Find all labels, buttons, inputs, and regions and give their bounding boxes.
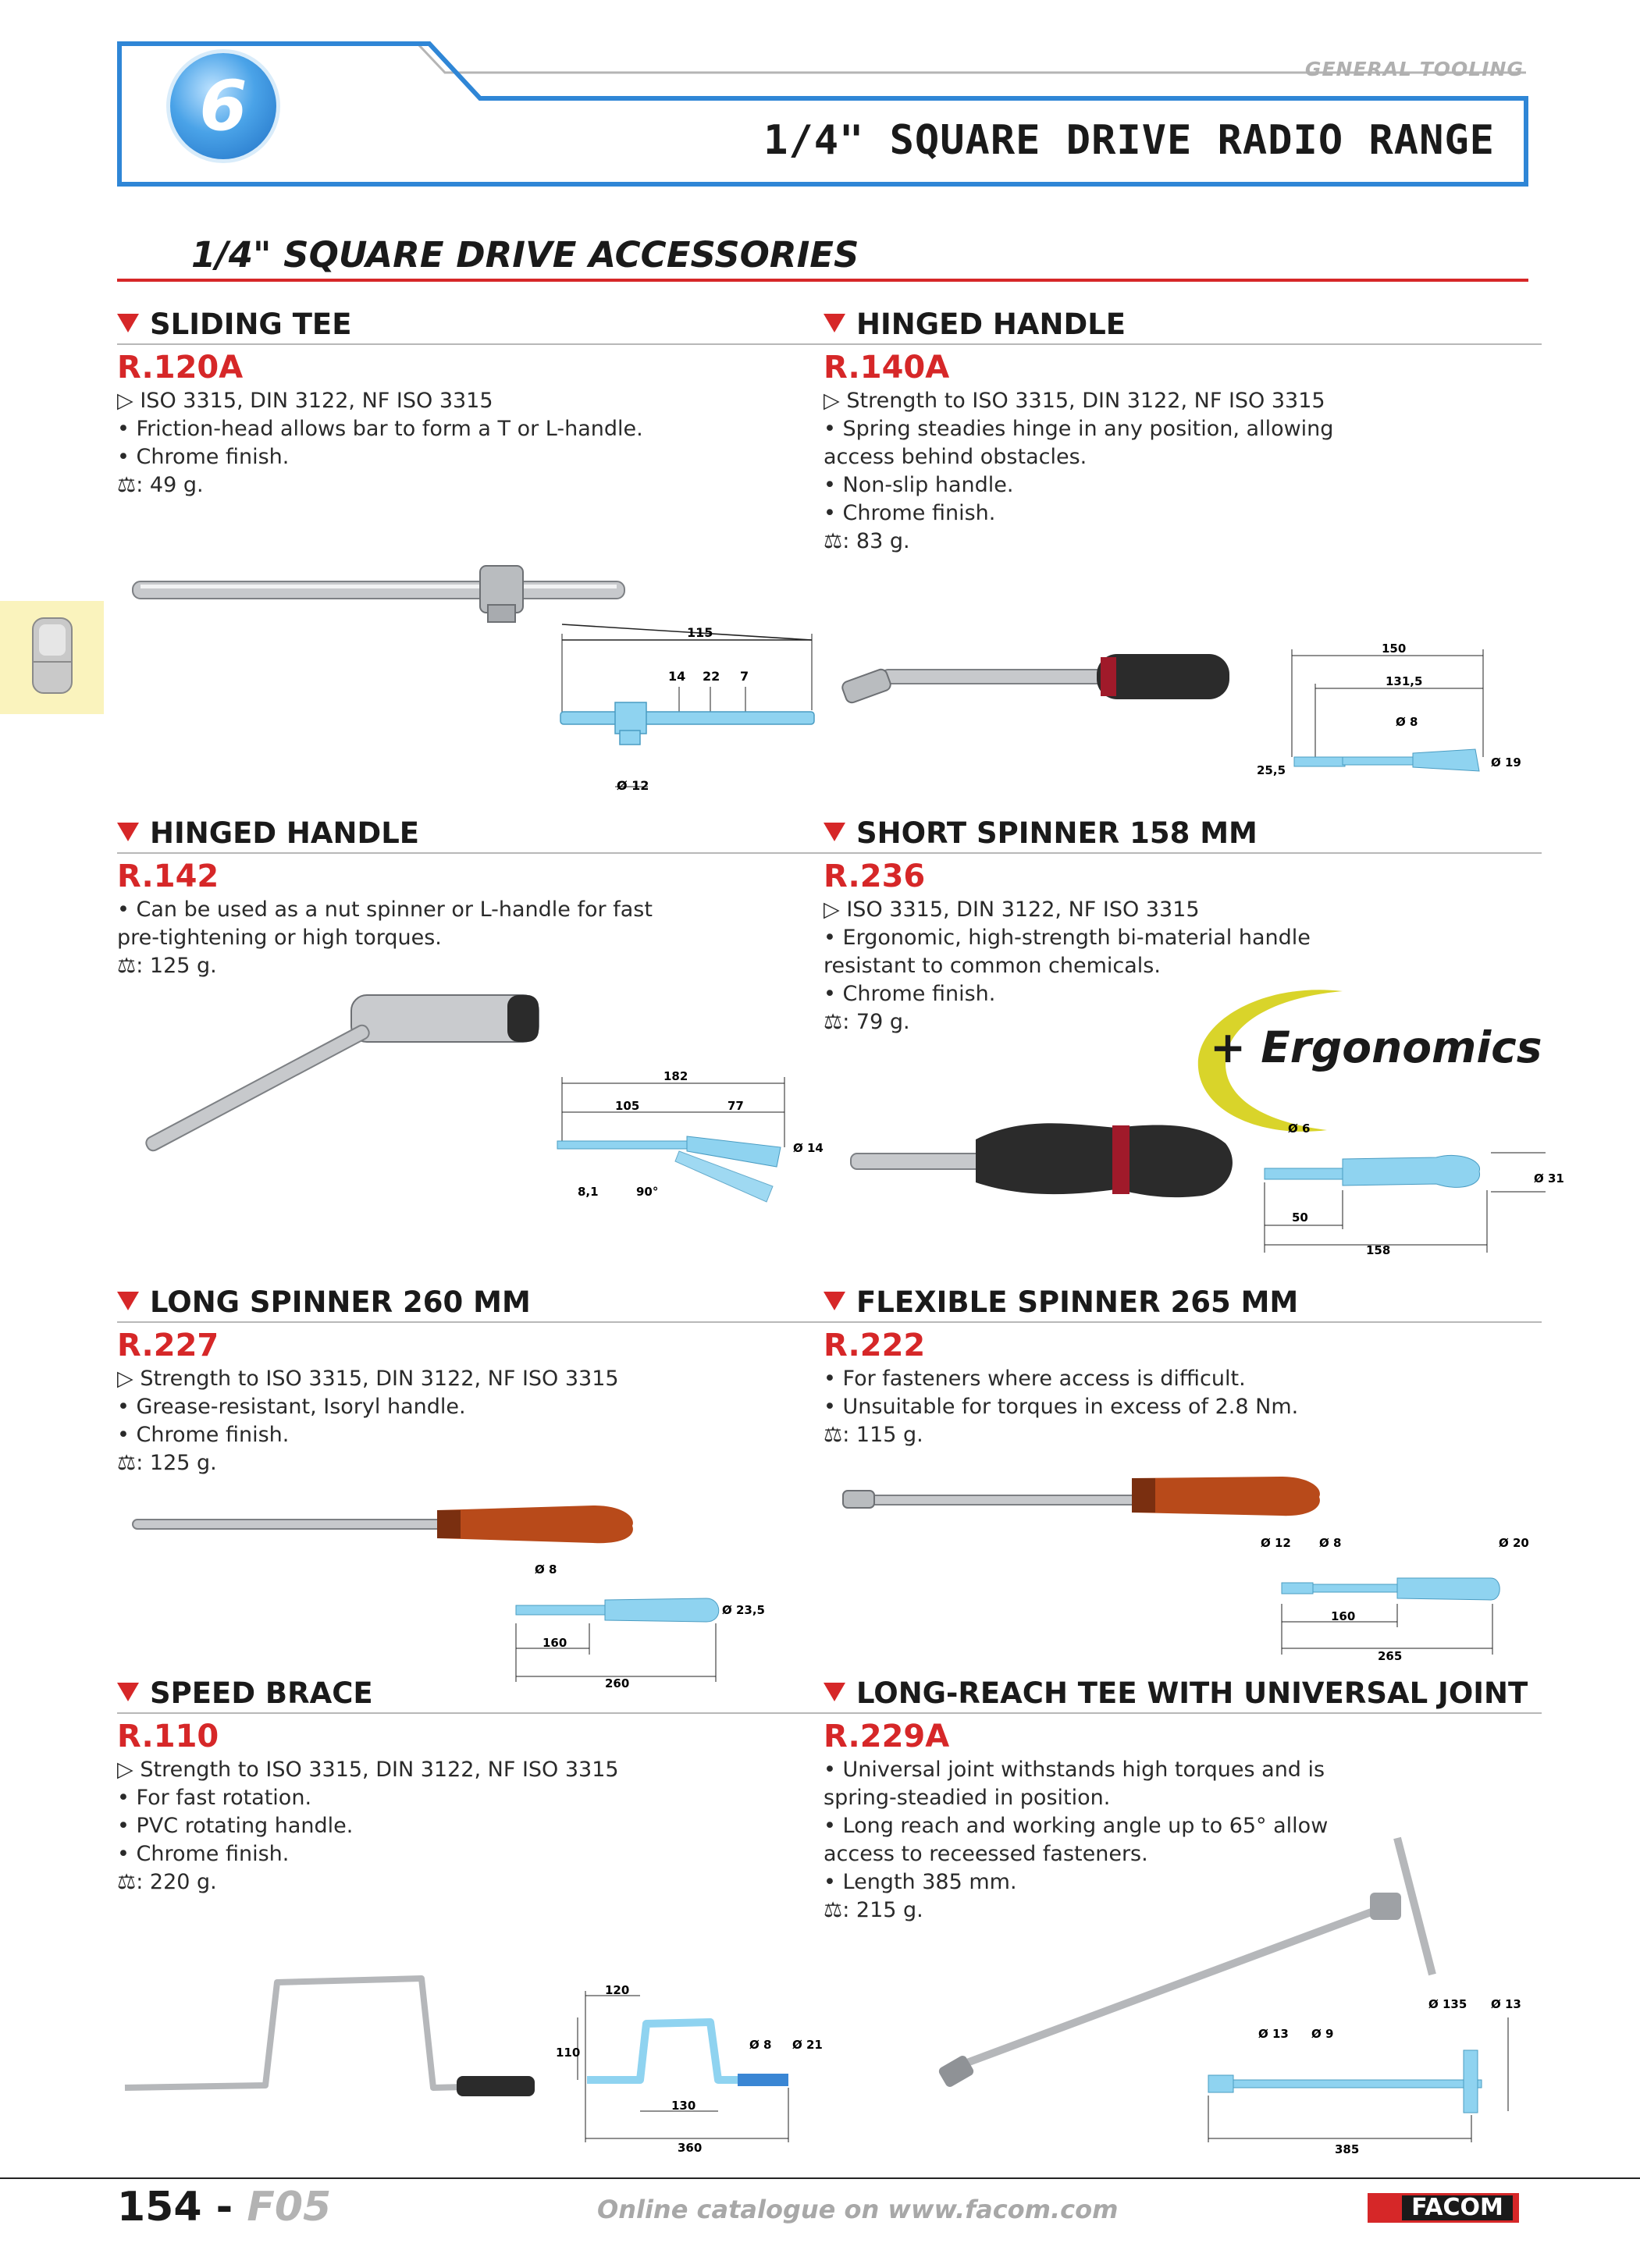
spec-line: resistant to common chemicals. (824, 954, 1161, 978)
product-ref: R.140A (824, 350, 950, 386)
spec-line: ⚖: 215 g. (824, 1898, 923, 1922)
page-code: F05 (247, 2184, 332, 2231)
long-spinner-drawing (511, 1561, 765, 1690)
spec-line: ⚖: 125 g. (117, 1451, 217, 1475)
product-hinged-handle-142 (117, 815, 835, 980)
long-spinner-photo (125, 1495, 640, 1557)
product-flexible-spinner (824, 1284, 1542, 1449)
spec-line: ⚖: 49 g. (117, 473, 204, 497)
svg-text:Ø 14: Ø 14 (793, 1141, 824, 1155)
svg-text:Ø 13: Ø 13 (1258, 2027, 1289, 2041)
spec-line: ▷ Strength to ISO 3315, DIN 3122, NF ISO 3315 (117, 1367, 619, 1391)
svg-text:Ø 12: Ø 12 (1261, 1536, 1291, 1550)
spec-line: • Chrome finish. (117, 1842, 290, 1866)
svg-text:Ø 20: Ø 20 (1499, 1536, 1529, 1550)
product-long-spinner (117, 1284, 835, 1477)
chapter-badge: 6 (170, 53, 276, 159)
svg-text:Ø 21: Ø 21 (792, 2038, 823, 2052)
section-title: 1/4" SQUARE DRIVE ACCESSORIES (191, 234, 859, 276)
svg-text:160: 160 (543, 1636, 567, 1650)
svg-text:77: 77 (728, 1099, 744, 1113)
product-name: HINGED HANDLE (824, 306, 1542, 345)
section-divider (117, 279, 1528, 282)
svg-text:8,1: 8,1 (578, 1185, 599, 1199)
product-ref: R.142 (117, 858, 219, 894)
spec-line: • Non-slip handle. (824, 473, 1014, 497)
product-ref: R.110 (117, 1719, 219, 1754)
spec-line: • Universal joint withstands high torques and is (824, 1758, 1325, 1782)
svg-text:158: 158 (1366, 1243, 1391, 1257)
spec-line: ⚖: 79 g. (824, 1010, 910, 1034)
spec-line: • Chrome finish. (117, 445, 290, 469)
spec-line: • Chrome finish. (117, 1423, 290, 1447)
triangle-marker-icon (824, 1683, 845, 1701)
product-ref: R.120A (117, 350, 244, 386)
triangle-marker-icon (824, 1292, 845, 1310)
triangle-marker-icon (117, 823, 139, 841)
svg-text:Ø 9: Ø 9 (1311, 2027, 1334, 2041)
page-title: 1/4" SQUARE DRIVE RADIO RANGE (763, 117, 1495, 164)
spec-line: ⚖: 220 g. (117, 1870, 217, 1894)
spec-line: • Grease-resistant, Isoryl handle. (117, 1395, 466, 1419)
spec-line: ▷ Strength to ISO 3315, DIN 3122, NF ISO 3315 (117, 1758, 619, 1782)
triangle-marker-icon (117, 314, 139, 332)
spec-line: ⚖: 115 g. (824, 1423, 923, 1447)
triangle-marker-icon (824, 314, 845, 332)
speed-brace-photo (117, 1967, 554, 2107)
hinged-handle-142-photo (117, 987, 570, 1136)
product-ref: R.222 (824, 1328, 926, 1363)
spec-line: • For fasteners where access is difficult. (824, 1367, 1246, 1391)
spec-line: ⚖: 125 g. (117, 954, 217, 978)
product-speed-brace (117, 1675, 835, 1897)
spec-line: • Spring steadies hinge in any position, allowing (824, 417, 1334, 441)
product-sliding-tee (117, 306, 835, 499)
ergonomics-badge: + Ergonomics (1210, 1022, 1542, 1072)
svg-text:25,5: 25,5 (1257, 763, 1286, 777)
spec-line: spring-steadied in position. (824, 1786, 1111, 1810)
product-name: FLEXIBLE SPINNER 265 MM (824, 1284, 1542, 1323)
category-label: GENERAL TOOLING (1304, 58, 1524, 80)
product-ref: R.236 (824, 858, 926, 894)
spec-line: • Ergonomic, high-strength bi-material handle (824, 926, 1311, 950)
svg-text:Ø 8: Ø 8 (1396, 715, 1418, 729)
speed-brace-drawing (546, 1983, 823, 2155)
spec-line: • Can be used as a nut spinner or L-handle for fast (117, 898, 653, 922)
product-hinged-handle-140a (824, 306, 1542, 556)
svg-text:120: 120 (605, 1983, 630, 1997)
spec-line: • Chrome finish. (824, 501, 996, 525)
svg-text:182: 182 (663, 1069, 688, 1083)
sliding-tee-drawing (546, 624, 827, 804)
flexible-spinner-photo (835, 1467, 1335, 1530)
product-name: SHORT SPINNER 158 MM (824, 815, 1542, 854)
svg-text:105: 105 (615, 1099, 640, 1113)
spec-line: ▷ ISO 3315, DIN 3122, NF ISO 3315 (117, 389, 493, 413)
triangle-marker-icon (117, 1292, 139, 1310)
svg-text:Ø 8: Ø 8 (749, 2038, 772, 2052)
page-number: 154 - F05 (117, 2184, 332, 2231)
spec-line: access to receessed fasteners. (824, 1842, 1148, 1866)
spec-line: ⚖: 83 g. (824, 529, 910, 553)
triangle-marker-icon (824, 823, 845, 841)
svg-text:Ø 19: Ø 19 (1491, 755, 1521, 770)
svg-text:110: 110 (556, 2046, 581, 2060)
footer-divider (0, 2177, 1640, 2179)
product-ref: R.229A (824, 1719, 950, 1754)
spec-line: • Length 385 mm. (824, 1870, 1017, 1894)
long-reach-tee-drawing (1202, 1994, 1530, 2158)
svg-text:Ø 6: Ø 6 (1288, 1122, 1311, 1136)
product-name: LONG-REACH TEE WITH UNIVERSAL JOINT (824, 1675, 1542, 1714)
product-ref: R.227 (117, 1328, 219, 1363)
dim-label: 22 (703, 669, 720, 684)
svg-text:130: 130 (671, 2099, 696, 2113)
hinged-handle-140a-drawing (1257, 640, 1538, 796)
svg-text:160: 160 (1331, 1609, 1356, 1623)
spec-line: • For fast rotation. (117, 1786, 312, 1810)
spec-line: • Long reach and working angle up to 65° allow (824, 1814, 1329, 1838)
facom-logo: FACOM (1368, 2193, 1519, 2223)
spec-line: ▷ ISO 3315, DIN 3122, NF ISO 3315 (824, 898, 1200, 922)
dim-label: 115 (687, 625, 713, 640)
svg-text:Ø 31: Ø 31 (1534, 1171, 1564, 1186)
hinged-handle-142-drawing (546, 1069, 827, 1210)
svg-text:260: 260 (605, 1676, 630, 1690)
svg-text:360: 360 (678, 2141, 703, 2155)
spec-line: • Chrome finish. (824, 982, 996, 1006)
dim-label: Ø 12 (617, 778, 649, 793)
svg-text:265: 265 (1378, 1649, 1403, 1663)
svg-text:150: 150 (1382, 642, 1407, 656)
svg-text:90°: 90° (636, 1185, 659, 1199)
online-catalogue-link[interactable]: Online catalogue on www.facom.com (597, 2195, 1119, 2224)
hinged-handle-140a-photo (835, 640, 1233, 718)
dim-label: 14 (668, 669, 686, 684)
svg-text:Ø 13: Ø 13 (1491, 1997, 1521, 2011)
triangle-marker-icon (117, 1683, 139, 1701)
svg-text:Ø 23,5: Ø 23,5 (722, 1603, 765, 1617)
spec-line: pre-tightening or high torques. (117, 926, 442, 950)
product-name: SPEED BRACE (117, 1675, 835, 1714)
flexible-spinner-drawing (1257, 1530, 1538, 1662)
svg-text:Ø 135: Ø 135 (1428, 1997, 1467, 2011)
spec-line: • PVC rotating handle. (117, 1814, 354, 1838)
product-name: LONG SPINNER 260 MM (117, 1284, 835, 1323)
product-name: HINGED HANDLE (117, 815, 835, 854)
short-spinner-drawing (1257, 1120, 1564, 1257)
product-name: SLIDING TEE (117, 306, 835, 345)
short-spinner-photo (835, 1108, 1257, 1225)
spec-line: access behind obstacles. (824, 445, 1087, 469)
spec-line: • Friction-head allows bar to form a T or L-handle. (117, 417, 643, 441)
svg-text:Ø 8: Ø 8 (535, 1562, 557, 1577)
side-thumbnail-tab (0, 601, 104, 714)
dim-label: 7 (740, 669, 749, 684)
sliding-tee-photo (125, 558, 632, 624)
svg-text:131,5: 131,5 (1386, 674, 1423, 688)
spec-line: ▷ Strength to ISO 3315, DIN 3122, NF ISO 3315 (824, 389, 1325, 413)
svg-text:Ø 8: Ø 8 (1319, 1536, 1342, 1550)
svg-text:50: 50 (1292, 1210, 1308, 1225)
spec-line: • Unsuitable for torques in excess of 2.8 Nm. (824, 1395, 1299, 1419)
svg-text:385: 385 (1335, 2142, 1360, 2156)
